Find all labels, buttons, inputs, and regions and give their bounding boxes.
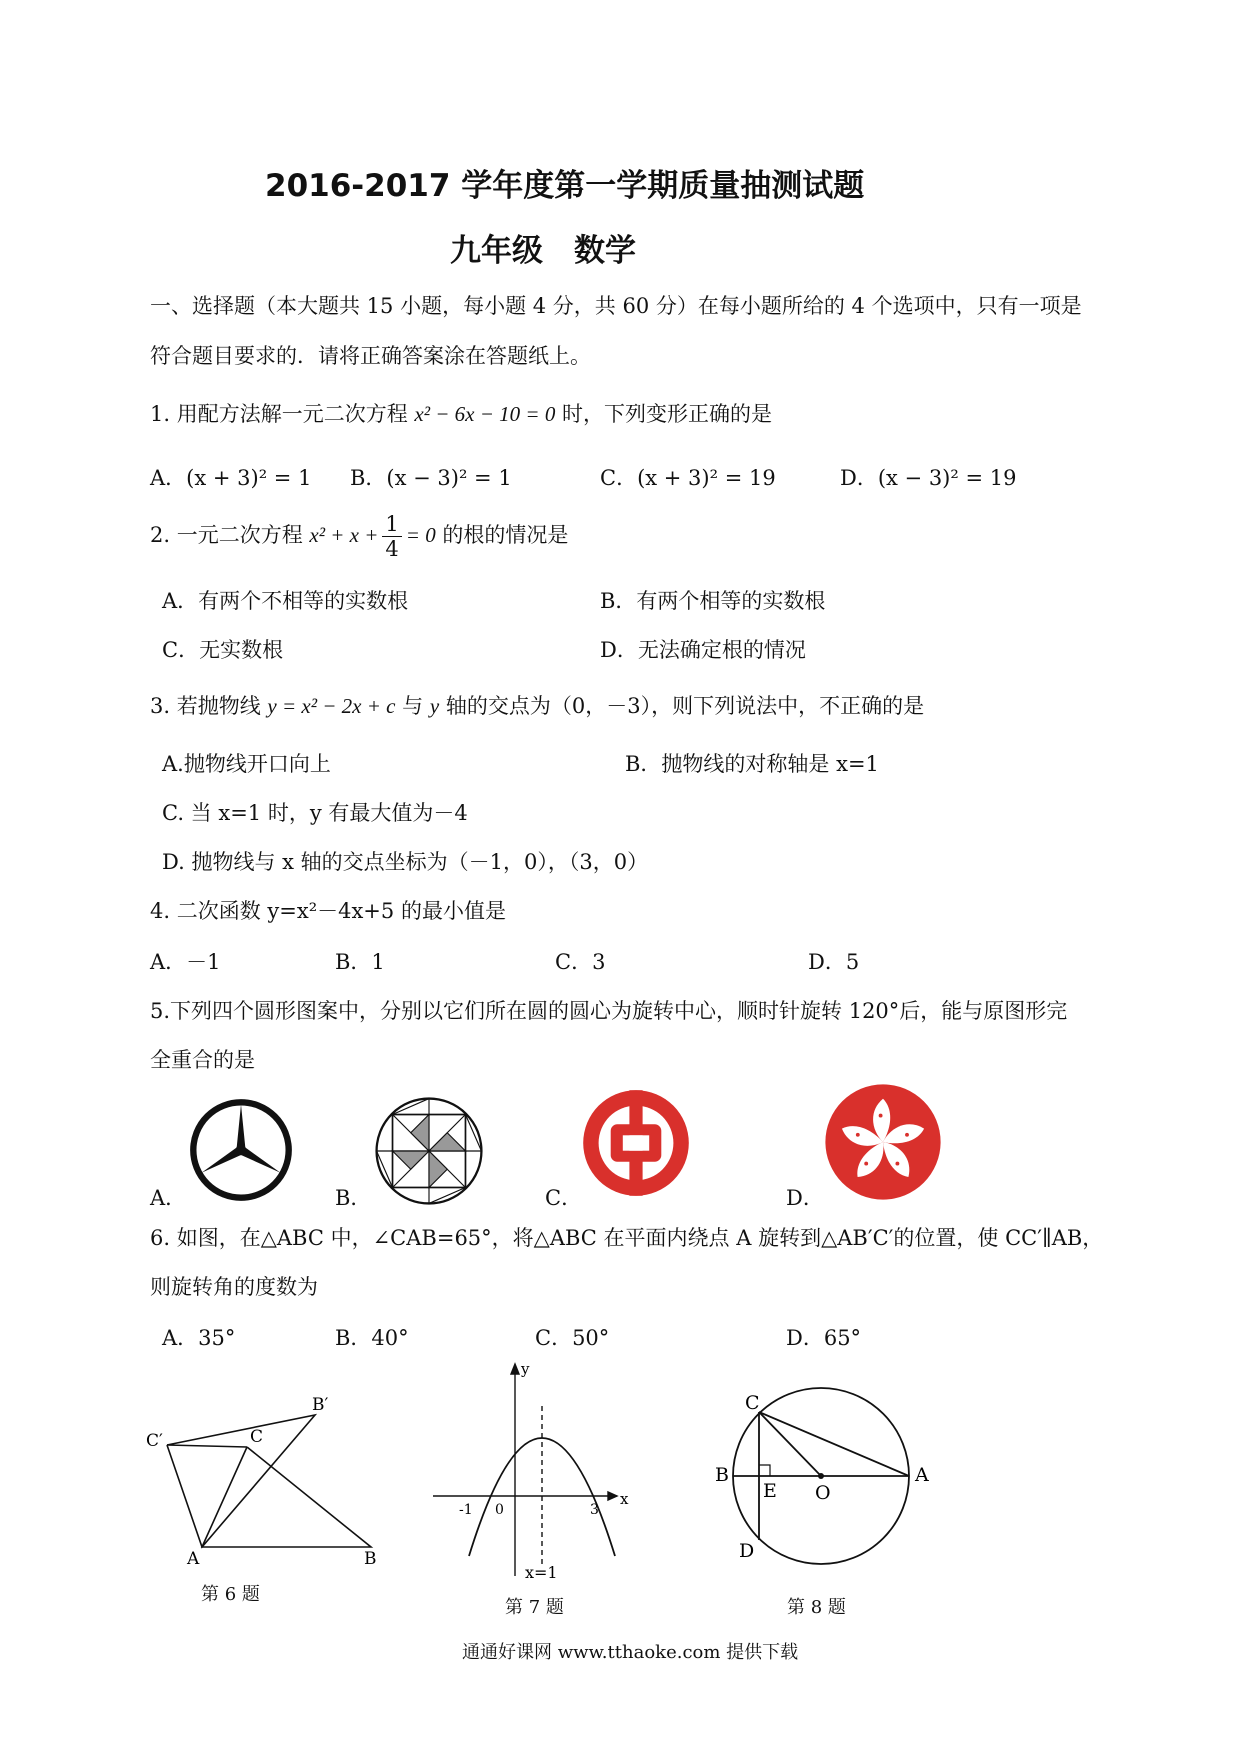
- fig8-point-d: D: [739, 1540, 755, 1562]
- question-5-line2: 全重合的是: [150, 1048, 255, 1072]
- question-1: [150, 398, 772, 428]
- q5-label-d: D．: [786, 1186, 824, 1210]
- q1-option-c: C．(x + 3)² = 19: [600, 466, 776, 490]
- page-title: 2016-2017 学年度第一学期质量抽测试题: [265, 168, 865, 204]
- question-2-equation-b: = 0: [405, 523, 436, 547]
- figure-7-caption: 第 7 题: [505, 1597, 564, 1618]
- figure-8-caption: 第 8 题: [787, 1597, 846, 1618]
- q3-option-a: A.抛物线开口向上: [162, 752, 331, 776]
- fig8-point-b: B: [715, 1464, 729, 1486]
- fig6-point-a: A: [187, 1549, 200, 1569]
- section-instructions-line2: 符合题目要求的．请将正确答案涂在答题纸上。: [150, 344, 591, 368]
- q3-option-c: C. 当 x=1 时，y 有最大值为－4: [162, 801, 468, 825]
- fig7-x-label: x: [620, 1490, 629, 1508]
- question-6-line2: 则旋转角的度数为: [150, 1275, 318, 1299]
- page-subtitle: 九年级 数学: [450, 233, 636, 269]
- fig8-point-a: A: [915, 1464, 929, 1486]
- q1-option-b: B．(x − 3)² = 1: [350, 466, 512, 490]
- q4-option-d: D．5: [808, 950, 860, 974]
- fig6-point-b-prime: B′: [312, 1395, 329, 1415]
- q5-label-c: C．: [545, 1186, 583, 1210]
- figure-8-circle-diagram: [705, 1385, 950, 1590]
- fig8-point-o: O: [815, 1482, 831, 1504]
- question-2-equation-a: x² + x +: [309, 523, 379, 547]
- fig7-origin: 0: [495, 1502, 504, 1518]
- fig7-tick-neg1: -1: [459, 1502, 473, 1518]
- question-2: [150, 512, 568, 561]
- q6-option-a: A．35°: [162, 1326, 236, 1350]
- fig8-point-e: E: [763, 1480, 777, 1502]
- q5-label-a: A．: [150, 1186, 187, 1210]
- bank-of-china-logo-icon: [581, 1088, 691, 1198]
- fig6-point-c: C: [250, 1427, 264, 1447]
- question-1-pre: 1. 用配方法解一元二次方程: [150, 402, 415, 426]
- q3-option-b: B．抛物线的对称轴是 x=1: [625, 752, 879, 776]
- figure-6-caption: 第 6 题: [201, 1584, 260, 1605]
- question-3-post: 轴的交点为（0，－3），则下列说法中，不正确的是: [439, 694, 925, 718]
- bauhinia-flower-icon: [823, 1082, 943, 1202]
- figure-7-graph: [425, 1360, 635, 1580]
- q5-label-b: B．: [335, 1186, 372, 1210]
- fraction-denominator: 4: [385, 537, 399, 561]
- q2-option-a: A．有两个不相等的实数根: [162, 589, 409, 613]
- pinwheel-icon: [372, 1094, 486, 1208]
- q1-option-a: A．(x + 3)² = 1: [150, 466, 312, 490]
- q2-option-c: C．无实数根: [162, 638, 284, 662]
- q6-option-d: D．65°: [786, 1326, 862, 1350]
- question-3-axis: y: [429, 694, 440, 718]
- fig7-tick-3: 3: [590, 1502, 599, 1518]
- fig7-y-label: y: [521, 1360, 530, 1378]
- question-1-equation: x² − 6x − 10 = 0: [414, 402, 556, 426]
- q6-option-b: B．40°: [335, 1326, 409, 1350]
- fig6-point-c-prime: C′: [146, 1431, 163, 1451]
- fraction-numerator: 1: [382, 512, 401, 537]
- question-2-pre: 2. 一元二次方程: [150, 523, 310, 547]
- section-instructions-line1: 一、选择题（本大题共 15 小题，每小题 4 分，共 60 分）在每小题所给的 4 个选项中，只有一项是: [150, 294, 1082, 318]
- question-3: [150, 690, 924, 720]
- question-6-line1: 6. 如图，在△ABC 中，∠CAB=65°，将△ABC 在平面内绕点 A 旋转到△AB′C′的位置，使 CC′∥AB，: [150, 1226, 1104, 1250]
- fig6-point-b: B: [364, 1549, 377, 1569]
- q4-option-b: B．1: [335, 950, 385, 974]
- question-3-pre: 3. 若抛物线: [150, 694, 268, 718]
- question-5-line1: 5.下列四个圆形图案中，分别以它们所在圆的圆心为旋转中心，顺时针旋转 120°后，能与原图形完: [150, 999, 1068, 1023]
- question-3-mid: 与: [395, 694, 430, 718]
- q2-option-d: D．无法确定根的情况: [600, 638, 806, 662]
- footer-source: 通通好课网 www.tthaoke.com 提供下载: [462, 1642, 799, 1663]
- question-1-post: 时，下列变形正确的是: [555, 402, 773, 426]
- q6-option-c: C．50°: [535, 1326, 610, 1350]
- three-pointed-star-icon: [188, 1097, 294, 1203]
- fig7-axis-of-symmetry: x=1: [525, 1563, 558, 1580]
- q1-option-d: D．(x − 3)² = 19: [840, 466, 1017, 490]
- question-2-fraction: [382, 512, 401, 561]
- q4-option-a: A．－1: [150, 950, 221, 974]
- q4-option-c: C．3: [555, 950, 606, 974]
- q2-option-b: B．有两个相等的实数根: [600, 589, 826, 613]
- question-4: 4. 二次函数 y=x²－4x+5 的最小值是: [150, 899, 506, 923]
- fig8-point-c: C: [745, 1392, 760, 1414]
- question-2-post: 的根的情况是: [435, 523, 569, 547]
- q3-option-d: D. 抛物线与 x 轴的交点坐标为（－1，0），（3，0）: [162, 850, 649, 874]
- question-3-equation: y = x² − 2x + c: [267, 694, 396, 718]
- figure-6-diagram: [140, 1395, 400, 1570]
